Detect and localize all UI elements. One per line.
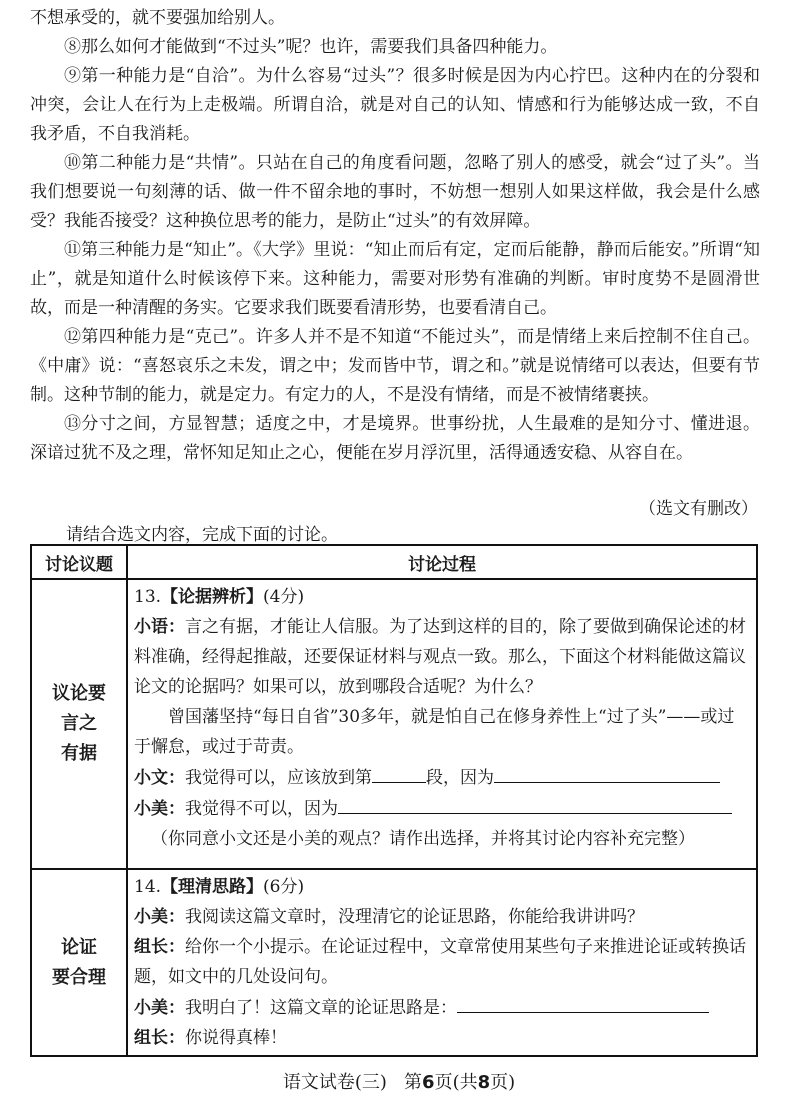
paragraph-12: ⑫第四种能力是“克己”。许多人并不是不知道“不能过头”，而是情绪上来后控制不住自己。《中庸》说：“喜怒哀乐之未发，谓之中；发而皆中节，谓之和。”就是说情绪可以表达，但要有节制。这种节制的能力，就是定力。有定力的人，不是没有情绪，而是不被情绪裹挟。 — [30, 327, 760, 405]
reasoning-blank[interactable] — [457, 992, 709, 1013]
dialog-line-2: 组长：给你一个小提示。在论证过程中，文章常使用某些句子来推进论证或转换话题，如文中的几处设问句。 — [134, 937, 746, 987]
source-note: （选文有删改） — [639, 499, 758, 519]
table-row-q14 — [31, 869, 757, 1056]
evidence-quote: 曾国藩坚持“每日自省”30多年，就是怕自己在修身养性上“过了头”——或过于懈怠，或过于苛责。 — [134, 707, 735, 757]
article-text — [30, 4, 760, 468]
dialog-line-4: 组长：你说得真棒！ — [134, 1028, 287, 1048]
discussion-table — [30, 544, 758, 1057]
table-row-q13 — [31, 579, 757, 869]
question-13-heading: 13.【论据辨析】(4分) — [134, 587, 305, 607]
xiaowen-line: 小文：我觉得可以，应该放到第 段，因为 — [134, 762, 750, 793]
table-header-row — [31, 545, 757, 579]
dialog-line-1: 小美：我阅读这篇文章时，没理清它的论证思路，你能给我讲讲吗？ — [134, 907, 644, 927]
paragraph-8: ⑧那么如何才能做到“不过头”呢？也许，需要我们具备四种能力。 — [64, 37, 558, 57]
page-total: 8 — [477, 1072, 491, 1093]
reason-blank-xiaowen[interactable] — [494, 762, 720, 783]
paragraph-number-blank[interactable] — [372, 762, 426, 783]
xiaomei-line: 小美：我觉得不可以，因为 — [134, 793, 750, 824]
xiaoyu-line: 小语：言之有据，才能让人信服。为了达到这样的目的，除了要做到确保论述的材料准确，经得起推敲，还要保证材料与观点一致。那么，下面这个材料能做这篇议论文的论据吗？如果可以，放到哪段合适呢？为什么？ — [134, 617, 746, 697]
paragraph-10: ⑩第二种能力是“共情”。只站在自己的角度看问题，忽略了别人的感受，就会“过了头”。当我们想要说一句刻薄的话、做一件不留余地的事时，不妨想一想别人如果这样做，我会是什么感受？我能否接受？这种换位思考的能力，是防止“过头”的有效屏障。 — [30, 153, 760, 231]
footer-subject: 语文试卷(三) — [282, 1072, 387, 1093]
process-q13 — [127, 579, 757, 869]
paragraph-11: ⑪第三种能力是“知止”。《大学》里说：“知止而后有定，定而后能静，静而后能安。”所谓“知止”，就是知道什么时候该停下来。这种能力，需要对形势有准确的判断。审时度势不是圆滑世故，而是一种清醒的务实。它要求我们既要看清形势，也要看清自己。 — [30, 240, 760, 318]
dialog-line-3: 小美：我明白了！这篇文章的论证思路是： — [134, 992, 750, 1023]
instruction-note: （你同意小文还是小美的观点？请作出选择，并将其讨论内容补充完整） — [151, 829, 695, 849]
paragraph-7-end: 不想承受的，就不要强加给别人。 — [30, 8, 285, 28]
header-process: 讨论过程 — [127, 545, 757, 579]
question-14-heading: 14.【理清思路】(6分) — [134, 877, 305, 897]
discussion-prompt: 请结合选文内容，完成下面的讨论。 — [66, 525, 338, 545]
reason-blank-xiaomei[interactable] — [338, 793, 732, 814]
page-number: 6 — [422, 1072, 435, 1093]
header-topic: 讨论议题 — [31, 545, 127, 579]
topic-argument: 论证 要合理 — [31, 869, 127, 1056]
page-footer: 语文试卷(三) 第6页(共8页) — [282, 1072, 516, 1093]
process-q14 — [127, 869, 757, 1056]
topic-evidence: 议论要 言之 有据 — [31, 579, 127, 869]
paragraph-9: ⑨第一种能力是“自洽”。为什么容易“过头”？很多时候是因为内心拧巴。这种内在的分裂和冲突，会让人在行为上走极端。所谓自洽，就是对自己的认知、情感和行为能够达成一致，不自我矛盾，不自我消耗。 — [30, 66, 760, 144]
paragraph-13: ⑬分寸之间，方显智慧；适度之中，才是境界。世事纷扰，人生最难的是知分寸、懂进退。深谙过犹不及之理，常怀知足知止之心，便能在岁月浮沉里，活得通透安稳、从容自在。 — [30, 414, 760, 463]
